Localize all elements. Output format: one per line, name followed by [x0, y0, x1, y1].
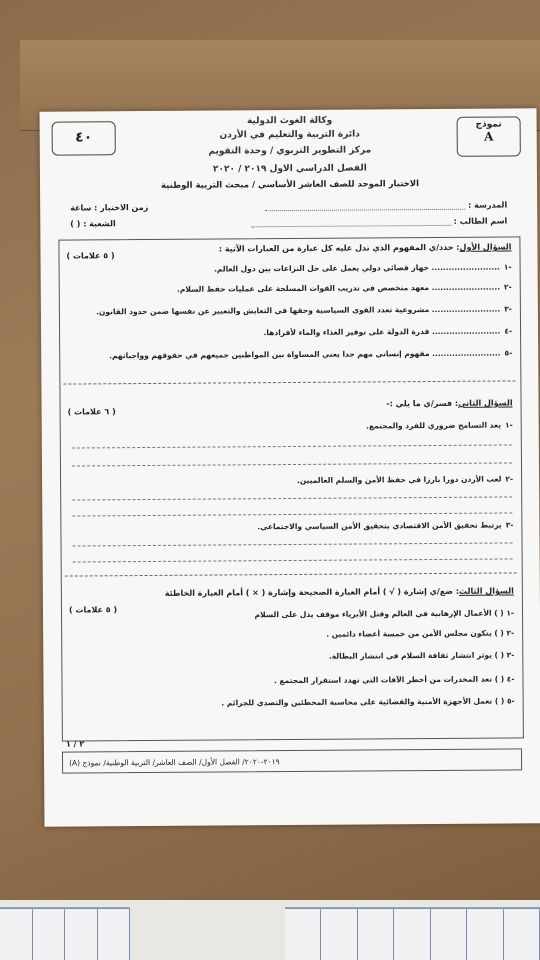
school-label: المدرسة [474, 200, 508, 210]
q2-title: السؤال الثاني [458, 398, 513, 408]
student-blank [251, 217, 451, 227]
q2-instruction: : فسر/ي ما يلي :- [386, 398, 459, 409]
model-label: نموذج [475, 119, 502, 130]
q1-item-number: -٥ [504, 348, 513, 358]
ministry-line: دائرة التربية والتعليم في الأردن [219, 129, 360, 141]
grid-cell [504, 908, 540, 960]
q1-item-number: -٣ [504, 304, 512, 314]
q3-instruction: : ضع/ي إشارة ( √ ) أمام العبارة الصحيحة وإشارة ( × ) أمام العبارة الخاطئة [164, 586, 460, 598]
q3-item-text: ( ) يوثر انتشار ثقافة السلام في انتشار البطالة. [328, 650, 505, 661]
grid-cell [33, 908, 66, 960]
q1-item-number: -١ [503, 262, 512, 272]
q2-item-text: لعب الأردن دورا بارزا في حفظ الأمن والسلم العالميين. [296, 474, 502, 485]
total-score-box: ٤٠ [52, 121, 116, 155]
model-box [457, 116, 521, 156]
q3-item-text: ( ) تعد المخدرات من أخطر الآفات التي تهدد استقرار المجتمع . [274, 674, 505, 686]
section-label: الشعبة : ( ) [70, 219, 116, 229]
q3-item-number: -٤ [506, 674, 515, 684]
q3-item-number: -١ [506, 608, 515, 618]
grid-sheet-right [285, 907, 540, 960]
q2-marks: ( ٦ علامات ) [67, 407, 116, 417]
q3-marks: ( ٥ علامات ) [68, 605, 118, 615]
model-value: A [483, 129, 494, 144]
grid-cell [431, 908, 467, 960]
q2-item-text: يرتبط تحقيق الأمن الاقتصادي بتحقيق الأمن السياسي والاجتماعي. [257, 520, 502, 532]
q3-item-text: ( ) الأعمال الإرهابية في العالم وقتل الأبرياء موقف يدل على السلام [254, 608, 504, 620]
q2-heading [386, 398, 512, 408]
footer-text: ٢٠١٩-٢٠٢٠/ الفصل الأول/ الصف العاشر/ التربية الوطنية/ نموذج (A) [62, 748, 522, 773]
q1-item-number: -٤ [504, 326, 513, 336]
q1-item-text: ........................ جهاز قضائي دولي يعمل على حل النزاعات بين دول العالم. [214, 262, 500, 274]
student-field: اسم الطالب : [251, 216, 508, 227]
q1-marks: ( ٥ علامات ) [66, 251, 115, 261]
q1-title: السؤال الأول [459, 242, 512, 252]
ministry-line: وكالة الغوث الدولية [246, 115, 333, 127]
q3-item-text: ( ) تعمل الأجهزة الأمنية والقضائية على محاسبة المخطئين والتصدي للجرائم . [221, 696, 505, 708]
exam-paper [40, 108, 540, 826]
grid-cell [358, 908, 394, 960]
grid-cell [65, 908, 98, 960]
ministry-line: مركز التطوير التربوي / وحدة التقويم [208, 145, 372, 157]
grid-cell [321, 908, 357, 960]
q2-item-number: -٣ [505, 520, 514, 530]
time-label: زمن الاختبار : ساعة [70, 202, 149, 213]
q3-item-text: ( ) يتكون مجلس الأمن من خمسة أعضاء دائمين . [326, 628, 504, 639]
q3-item-number: -٣ [506, 650, 515, 660]
q1-item-text: ........................ معهد متخصص في تدريب القوات المسلحة على عمليات حفظ السلام. [176, 282, 501, 294]
grid-cell [285, 908, 321, 960]
q3-item-number: -٢ [506, 628, 515, 638]
grid-cell [467, 908, 503, 960]
exam-title: الاختبار الموحد للصف العاشر الأساسي / مبحث التربية الوطنية [160, 179, 420, 191]
student-label: اسم الطالب [459, 216, 508, 226]
q1-item-text: ........................ مفهوم إنساني مهم جدا يعني المساواة بين المواطنين جميعهم في حقوقهم وواجباتهم. [109, 348, 501, 361]
school-field: المدرسة : [265, 200, 507, 211]
q1-item-number: -٢ [504, 282, 512, 292]
q3-title: السؤال الثالث [458, 586, 514, 596]
grid-cell [98, 908, 131, 960]
grid-sheet-left [0, 907, 130, 960]
q2-item-number: -١ [504, 420, 513, 430]
q1-instruction: : حدد/ي المفهوم الذي تدل عليه كل عبارة من العبارات الآتية : [218, 242, 460, 254]
page-number: ٢ / ١ [65, 739, 85, 749]
q1-item-text: ........................ قدرة الدولة على توفير الغذاء والماء لأفرادها. [263, 326, 501, 338]
q1-item-text: ........................ مشروعية تعدد القوى السياسية وحقها في التعايش والتعبير عن نفسها ضمن حدود القانون. [96, 304, 501, 317]
q2-item-text: يعد التسامح ضروري للفرد والمجتمع. [366, 420, 502, 431]
grid-cell [394, 908, 430, 960]
grid-cell [0, 908, 33, 960]
school-blank [265, 201, 465, 211]
q3-item-number: -٥ [506, 696, 515, 706]
ministry-line: الفصل الدراسي الاول ٢٠١٩ / ٢٠٢٠ [212, 163, 367, 175]
q2-item-number: -٢ [505, 474, 514, 484]
